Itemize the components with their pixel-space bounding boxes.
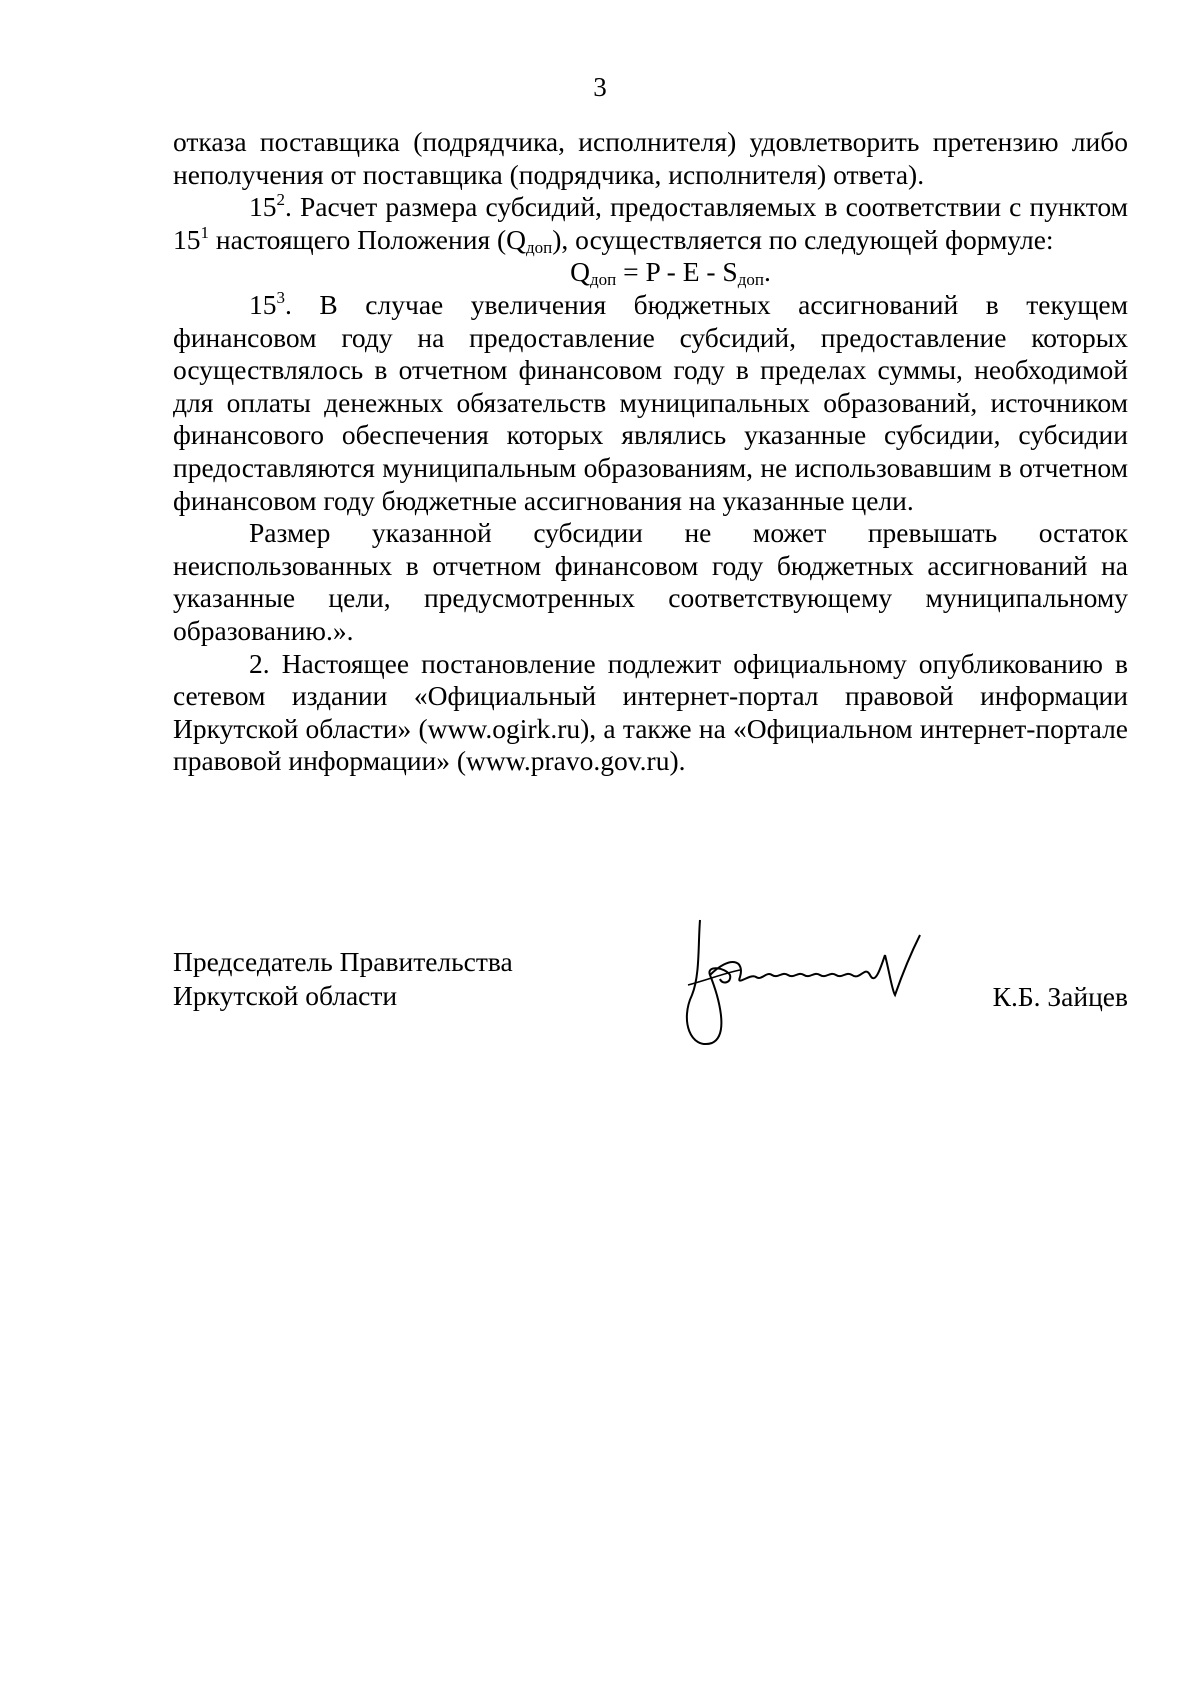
paragraph-15-3: $15^3$. В случае увеличения бюджетных ассигнований в текущем финансовом году на предоставление субсидий, предоставление которых осуществлялось в отчетном финансовом году в пределах суммы, необходимой для оплаты денежных обязательств муниципальных образований, источником финансового обеспечения которых являлись указанные субсидии, субсидии предоставляются муниципальным образованиям, не использовавшим в отчетном финансовом году бюджетные ассигнования на указанные цели. bbox=[173, 287, 1128, 516]
document-body bbox=[173, 126, 1128, 778]
signatory-title-line1: Председатель Правительства bbox=[173, 946, 513, 977]
handwritten-signature bbox=[670, 915, 950, 1065]
paragraph-15-2: $15^2$. Расчет размера субсидий, предоставляемых в соответствии с пунктом $15^1$ настоящего Положения $(Q_{доп})$, осуществляется по следующей формуле: bbox=[173, 190, 1128, 257]
signatory-name: К.Б. Зайцев bbox=[992, 981, 1128, 1012]
paragraph-subsidy-size: Размер указанной субсидии не может превышать остаток неиспользованных в отчетном финансовом году бюджетных ассигнований на указанные цели, предусмотренных соответствующему муниципальному образованию.». bbox=[173, 517, 1128, 646]
signatory-title bbox=[173, 945, 513, 1013]
page-number: 3 bbox=[593, 72, 607, 102]
paragraph-publication: 2. Настоящее постановление подлежит официальному опубликованию в сетевом издании «Официальный интернет-портал правовой информации Иркутской области» (www.ogirk.ru), а также на «Официальном интернет-портале правовой информации» (www.pravo.gov.ru). bbox=[173, 647, 1128, 777]
formula: $Q_{доп} = P - E - S_{доп}$. bbox=[570, 256, 771, 290]
signatory-title-line2: Иркутской области bbox=[173, 980, 398, 1011]
paragraph-continuation: отказа поставщика (подрядчика, исполнителя) удовлетворить претензию либо неполучения от поставщика (подрядчика, исполнителя) ответа). bbox=[173, 126, 1128, 190]
